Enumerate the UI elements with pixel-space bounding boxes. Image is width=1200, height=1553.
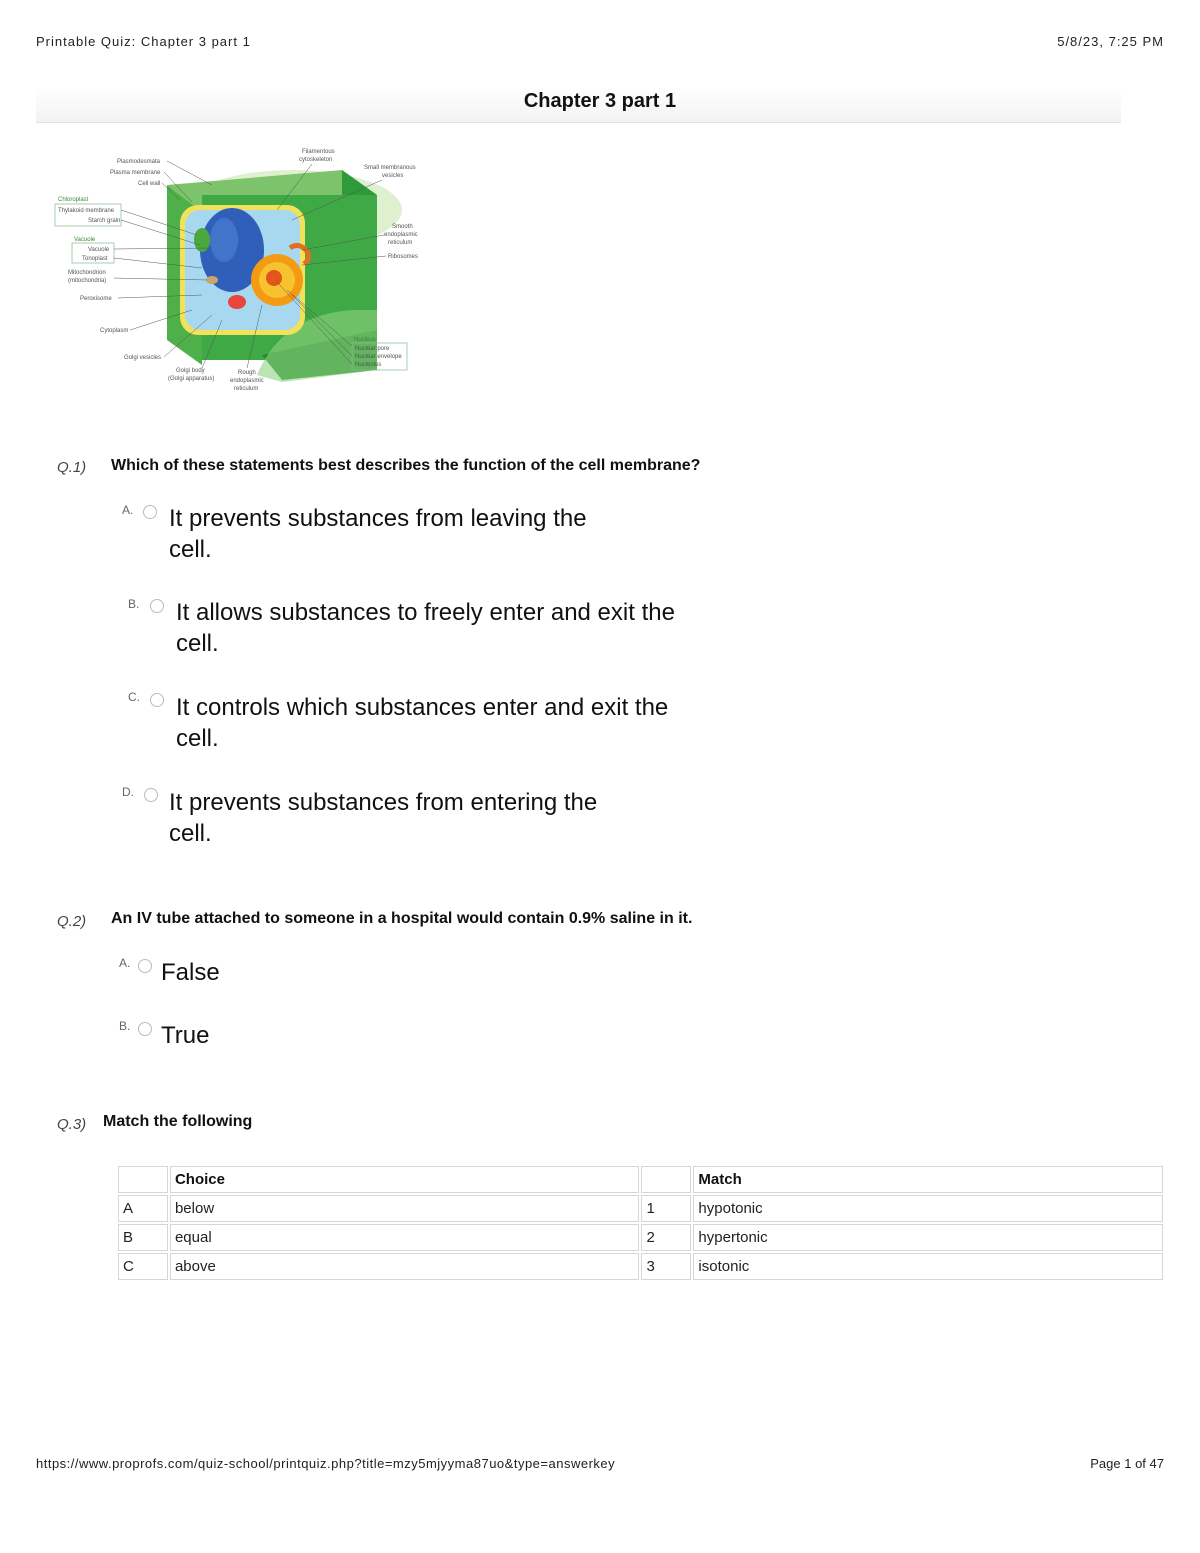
label-smooth-er-3: reticulum	[388, 240, 413, 246]
label-nuclear-pore: Nuclear pore	[355, 346, 390, 352]
label-tonoplast: Tonoplast	[82, 256, 108, 262]
label-peroxisome: Peroxisome	[80, 296, 112, 302]
row-letter: A	[118, 1195, 168, 1222]
question-1-number: Q.1)	[57, 459, 87, 476]
plant-cell-diagram	[52, 140, 424, 398]
label-golgi-apparatus: (Golgi apparatus)	[168, 376, 215, 382]
label-starch: Starch grain	[88, 218, 121, 224]
header-letter	[118, 1166, 168, 1193]
label-mitochondrion: Mitochondrion	[68, 270, 106, 276]
q1-option-c-text: It controls which substances enter and exit the cell.	[176, 694, 669, 752]
label-smooth-er-1: Smooth	[392, 224, 413, 230]
header-number	[641, 1166, 691, 1193]
label-vesicles: vesicles	[382, 173, 404, 179]
label-nucleolus: Nucleolus	[355, 362, 382, 368]
label-plasmodesmata: Plasmodesmata	[117, 159, 161, 165]
row-choice: equal	[170, 1224, 640, 1251]
label-rough-er-1: Rough	[238, 370, 256, 376]
match-table-header	[118, 1166, 1163, 1193]
label-small-membranous: Small membranous	[364, 165, 416, 171]
row-number: 2	[641, 1224, 691, 1251]
label-cell-wall: Cell wall	[138, 181, 161, 187]
header-match: Match	[693, 1166, 1163, 1193]
q1-option-b-radio[interactable]	[150, 599, 164, 613]
q2-option-a-radio[interactable]	[138, 959, 152, 973]
label-cytoskeleton: cytoskeleton	[299, 157, 333, 163]
q2-option-a-text: False	[161, 959, 220, 986]
table-row	[118, 1224, 1163, 1251]
label-mitochondria: (mitochondria)	[68, 278, 107, 284]
q1-option-d-letter: D.	[122, 785, 134, 799]
label-golgi-body: Golgi body	[176, 368, 205, 374]
page-header-title: Printable Quiz: Chapter 3 part 1	[36, 34, 251, 49]
label-thylakoid: Thylakoid membrane	[58, 208, 115, 214]
question-2-number: Q.2)	[57, 913, 87, 930]
q2-option-b-radio[interactable]	[138, 1022, 152, 1036]
row-number: 3	[641, 1253, 691, 1280]
row-choice: below	[170, 1195, 640, 1222]
label-filamentous: Filamentous	[302, 149, 335, 155]
page-header-datetime: 5/8/23, 7:25 PM	[1057, 34, 1164, 49]
row-choice: above	[170, 1253, 640, 1280]
q1-option-d-radio[interactable]	[144, 788, 158, 802]
row-match: hypertonic	[693, 1224, 1163, 1251]
q1-option-c-letter: C.	[128, 690, 140, 704]
q2-option-a-letter: A.	[119, 956, 131, 970]
q1-option-a-text: It prevents substances from leaving the cell.	[169, 505, 587, 563]
q1-option-d-text: It prevents substances from entering the cell.	[169, 789, 598, 847]
q1-option-b-text: It allows substances to freely enter and exit the cell.	[176, 599, 675, 657]
row-match: isotonic	[693, 1253, 1163, 1280]
header-choice: Choice	[170, 1166, 640, 1193]
label-vacuole: Vacuole	[88, 247, 110, 253]
question-3-text: Match the following	[103, 1113, 253, 1130]
q1-option-b-letter: B.	[128, 597, 140, 611]
q1-option-a-radio[interactable]	[143, 505, 157, 519]
label-nuclear-envelope: Nuclear envelope	[355, 354, 402, 360]
quiz-title: Chapter 3 part 1	[523, 90, 677, 112]
question-2-text: An IV tube attached to someone in a hospital would contain 0.9% saline in it.	[111, 910, 693, 927]
row-letter: B	[118, 1224, 168, 1251]
label-rough-er-2: endoplasmic	[230, 378, 264, 384]
footer-url[interactable]: https://www.proprofs.com/quiz-school/printquiz.php?title=mzy5mjyyma87uo&type=answerkey	[36, 1456, 616, 1471]
q2-option-b-letter: B.	[119, 1019, 131, 1033]
row-number: 1	[641, 1195, 691, 1222]
footer-page-number: Page 1 of 47	[1090, 1456, 1164, 1471]
q2-option-b-text: True	[161, 1022, 210, 1049]
table-row	[118, 1195, 1163, 1222]
label-rough-er-3: reticulum	[234, 386, 259, 392]
label-nucleus: Nucleus	[354, 337, 376, 343]
row-match: hypotonic	[693, 1195, 1163, 1222]
label-cytoplasm: Cytoplasm	[100, 328, 129, 334]
match-table	[116, 1164, 1165, 1282]
row-letter: C	[118, 1253, 168, 1280]
q1-option-c-radio[interactable]	[150, 693, 164, 707]
table-row	[118, 1253, 1163, 1280]
label-golgi-vesicles: Golgi vesicles	[124, 355, 162, 361]
label-ribosomes: Ribosomes	[388, 254, 419, 260]
question-1-text: Which of these statements best describes the function of the cell membrane?	[111, 457, 701, 474]
label-plasma-membrane: Plasma membrane	[110, 170, 161, 176]
question-3-number: Q.3)	[57, 1116, 87, 1133]
label-chloroplast: Chloroplast	[58, 197, 89, 203]
q1-option-a-letter: A.	[122, 503, 134, 517]
label-vacuole-group: Vacuole	[74, 237, 96, 243]
label-smooth-er-2: endoplasmic	[384, 232, 418, 238]
